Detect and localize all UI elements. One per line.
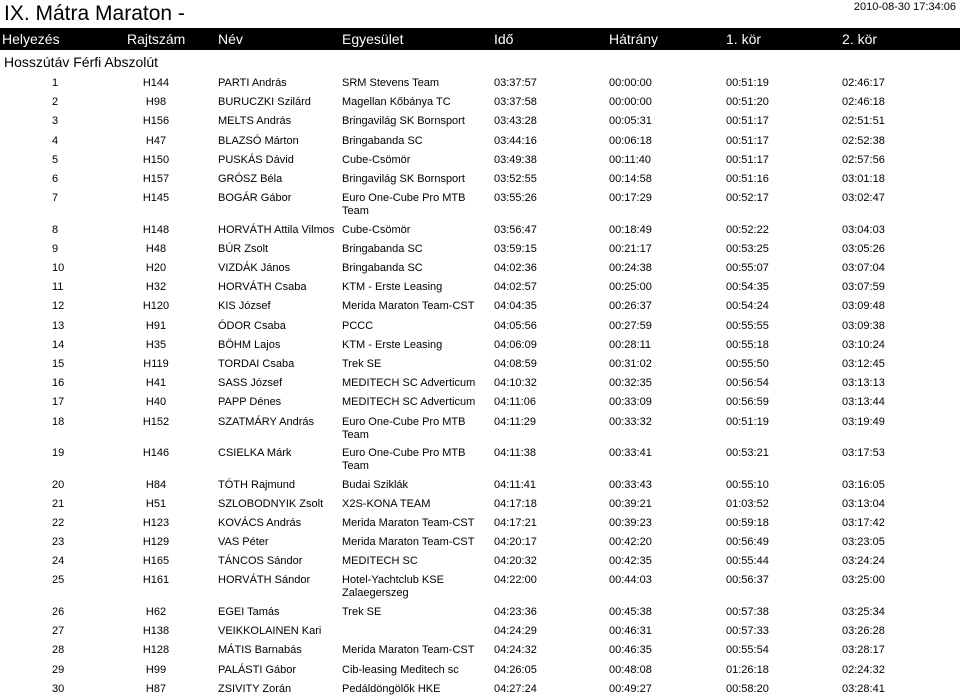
cell-gap: 00:26:37 [609, 300, 652, 313]
cell-gap: 00:32:35 [609, 377, 652, 390]
cell-gap: 00:06:18 [609, 134, 652, 147]
cell-lap-2: 02:46:18 [842, 96, 885, 109]
cell-lap-2: 02:51:51 [842, 115, 885, 128]
cell-gap: 00:33:41 [609, 447, 652, 459]
cell-lap-2: 03:25:34 [842, 605, 885, 618]
cell-name: BÚR Zsolt [218, 242, 269, 255]
table-row [0, 354, 960, 373]
table-row [0, 296, 960, 315]
cell-lap-2: 03:10:24 [842, 338, 885, 351]
table-row [0, 513, 960, 532]
cell-name: VIZDÁK János [218, 262, 291, 274]
cell-time: 04:04:35 [494, 300, 537, 313]
cell-time: 04:27:24 [494, 682, 537, 695]
cell-bib-number: H41 [145, 377, 167, 390]
cell-lap-1: 00:51:17 [726, 134, 769, 147]
cell-club: Cib-leasing Meditech sc [342, 663, 459, 676]
cell-name: TÓTH Rajmund [218, 478, 296, 491]
cell-gap: 00:14:58 [609, 172, 652, 185]
cell-lap-2: 03:13:44 [842, 396, 885, 409]
cell-time: 03:56:47 [494, 223, 537, 236]
cell-position: 1 [52, 77, 59, 89]
cell-time: 04:06:09 [494, 338, 537, 351]
cell-lap-1: 00:55:54 [726, 644, 769, 657]
cell-position: 24 [52, 555, 65, 568]
cell-club: MEDITECH SC [342, 555, 418, 568]
cell-name: PUSKÁS Dávid [218, 153, 294, 166]
cell-position: 3 [52, 115, 59, 128]
cell-position: 19 [52, 447, 65, 459]
cell-lap-2: 02:46:17 [842, 77, 885, 89]
cell-lap-1: 00:59:18 [726, 516, 769, 529]
header-lap-1: 1. kör [726, 31, 762, 47]
table-row [0, 335, 960, 354]
cell-gap: 00:45:38 [609, 605, 652, 618]
cell-position: 26 [52, 605, 65, 618]
cell-position: 17 [52, 396, 65, 409]
header-bib-number: Rajtszám [127, 31, 186, 47]
table-row [0, 373, 960, 392]
cell-name: EGEI Tamás [218, 605, 280, 618]
cell-name: BLAZSÓ Márton [218, 134, 299, 147]
cell-time: 04:10:32 [494, 377, 537, 390]
cell-time: 04:23:36 [494, 605, 537, 618]
cell-name: VAS Péter [218, 536, 269, 549]
cell-name: HORVÁTH Sándor [218, 574, 311, 587]
cell-lap-1: 00:56:37 [726, 574, 769, 587]
timestamp: 2010-08-30 17:34:06 [853, 1, 956, 13]
cell-lap-1: 00:57:33 [726, 625, 769, 638]
cell-gap: 00:39:23 [609, 516, 652, 529]
cell-time: 04:17:21 [494, 516, 537, 529]
cell-name: SZLOBODNYIK Zsolt [218, 497, 324, 510]
cell-lap-2: 02:57:56 [842, 153, 885, 166]
cell-lap-1: 00:51:16 [726, 172, 769, 185]
cell-club: Bringabanda SC [342, 262, 423, 274]
cell-position: 16 [52, 377, 65, 390]
cell-lap-1: 00:52:17 [726, 192, 769, 205]
cell-time: 03:37:58 [494, 96, 537, 109]
cell-bib-number: H98 [145, 96, 167, 109]
results-table [0, 73, 960, 698]
cell-gap: 00:11:40 [609, 153, 652, 166]
cell-lap-1: 00:55:18 [726, 338, 769, 351]
cell-bib-number: H161 [142, 574, 170, 587]
cell-lap-2: 03:19:49 [842, 415, 885, 428]
cell-time: 04:11:38 [494, 447, 537, 459]
cell-lap-2: 03:17:53 [842, 447, 885, 459]
cell-club: Euro One-Cube Pro MTB Team [342, 192, 466, 218]
cell-lap-2: 03:01:18 [842, 172, 885, 185]
table-row [0, 621, 960, 640]
cell-gap: 00:33:43 [609, 478, 652, 491]
cell-time: 03:43:28 [494, 115, 537, 128]
cell-gap: 00:31:02 [609, 357, 652, 370]
cell-position: 30 [52, 682, 65, 695]
cell-club: Trek SE [342, 357, 382, 370]
cell-club: Euro One-Cube Pro MTB Team [342, 415, 466, 441]
cell-name: KIS József [218, 300, 271, 313]
cell-lap-2: 03:07:04 [842, 262, 885, 274]
cell-lap-1: 00:56:49 [726, 536, 769, 549]
cell-name: ZSIVITY Zorán [218, 682, 292, 695]
cell-time: 04:02:36 [494, 262, 537, 274]
cell-lap-1: 01:03:52 [726, 497, 769, 510]
table-row [0, 551, 960, 570]
header-position: Helyezés [2, 31, 60, 47]
cell-club: Merida Maraton Team-CST [342, 644, 475, 657]
cell-bib-number: H165 [142, 555, 170, 568]
table-row [0, 443, 960, 475]
cell-lap-2: 03:04:03 [842, 223, 885, 236]
cell-gap: 00:39:21 [609, 497, 652, 510]
cell-gap: 00:17:29 [609, 192, 652, 205]
cell-lap-2: 02:52:38 [842, 134, 885, 147]
cell-time: 04:17:18 [494, 497, 537, 510]
table-row [0, 602, 960, 621]
cell-time: 03:37:57 [494, 77, 537, 89]
cell-club: MEDITECH SC Adverticum [342, 396, 476, 409]
cell-bib-number: H51 [145, 497, 167, 510]
cell-position: 20 [52, 478, 65, 491]
cell-lap-1: 00:55:07 [726, 262, 769, 274]
cell-bib-number: H87 [145, 682, 167, 695]
cell-time: 04:24:29 [494, 625, 537, 638]
cell-club: X2S-KONA TEAM [342, 497, 431, 510]
cell-lap-2: 03:26:28 [842, 625, 885, 638]
cell-bib-number: H150 [142, 153, 170, 166]
cell-lap-1: 00:52:22 [726, 223, 769, 236]
table-row [0, 239, 960, 258]
cell-gap: 00:00:00 [609, 77, 652, 89]
cell-club: Bringabanda SC [342, 134, 423, 147]
table-row [0, 412, 960, 444]
cell-position: 23 [52, 536, 65, 549]
cell-lap-2: 03:16:05 [842, 478, 885, 491]
cell-position: 25 [52, 574, 65, 587]
table-row [0, 150, 960, 169]
cell-time: 04:11:29 [494, 415, 537, 428]
table-row [0, 258, 960, 277]
cell-lap-1: 00:51:17 [726, 153, 769, 166]
category-title: Hosszútáv Férfi Abszolút [4, 54, 159, 70]
cell-lap-2: 03:12:45 [842, 357, 885, 370]
cell-club: Magellan Kőbánya TC [342, 96, 451, 109]
cell-gap: 00:49:27 [609, 682, 652, 695]
cell-position: 5 [52, 153, 59, 166]
cell-position: 11 [52, 281, 64, 294]
cell-bib-number: H120 [142, 300, 170, 313]
table-row [0, 316, 960, 335]
cell-lap-1: 00:55:50 [726, 357, 769, 370]
cell-bib-number: H32 [145, 281, 167, 294]
table-row [0, 92, 960, 111]
cell-lap-2: 03:02:47 [842, 192, 885, 205]
cell-lap-2: 03:09:38 [842, 319, 885, 332]
cell-gap: 00:27:59 [609, 319, 652, 332]
cell-name: PARTI András [218, 77, 287, 89]
cell-name: HORVÁTH Attila Vilmos [218, 223, 335, 236]
cell-name: KOVÁCS András [218, 516, 302, 529]
cell-position: 8 [52, 223, 59, 236]
cell-lap-1: 01:26:18 [726, 663, 769, 676]
cell-gap: 00:25:00 [609, 281, 652, 294]
header-time: Idő [494, 31, 514, 47]
cell-time: 04:24:32 [494, 644, 537, 657]
cell-lap-2: 03:05:26 [842, 242, 885, 255]
cell-gap: 00:44:03 [609, 574, 652, 587]
cell-bib-number: H20 [145, 262, 167, 274]
cell-club: KTM - Erste Leasing [342, 281, 443, 294]
cell-club: Merida Maraton Team-CST [342, 300, 475, 313]
cell-position: 29 [52, 663, 65, 676]
table-row [0, 169, 960, 188]
cell-club: MEDITECH SC Adverticum [342, 377, 476, 390]
cell-position: 13 [52, 319, 65, 332]
cell-bib-number: H138 [142, 625, 170, 638]
cell-bib-number: H157 [142, 172, 170, 185]
cell-club: PCCC [342, 319, 374, 332]
cell-lap-1: 00:57:38 [726, 605, 769, 618]
cell-bib-number: H152 [142, 415, 170, 428]
cell-name: BOGÁR Gábor [218, 192, 292, 205]
cell-gap: 00:42:35 [609, 555, 652, 568]
cell-lap-1: 00:55:10 [726, 478, 769, 491]
cell-club: Budai Sziklák [342, 478, 409, 491]
cell-gap: 00:33:09 [609, 396, 652, 409]
cell-club: Bringabanda SC [342, 242, 423, 255]
cell-time: 03:59:15 [494, 242, 537, 255]
cell-name: BURUCZKI Szilárd [218, 96, 311, 109]
cell-club: SRM Stevens Team [342, 77, 440, 89]
cell-lap-2: 03:25:00 [842, 574, 885, 587]
cell-gap: 00:33:32 [609, 415, 652, 428]
cell-name: MÁTIS Barnabás [218, 644, 302, 657]
cell-position: 6 [52, 172, 59, 185]
cell-lap-1: 00:56:54 [726, 377, 769, 390]
cell-name: HORVÁTH Csaba [218, 281, 307, 294]
cell-club: Hotel-Yachtclub KSE Zalaegerszeg [342, 574, 444, 600]
cell-lap-1: 00:56:59 [726, 396, 769, 409]
cell-bib-number: H148 [142, 223, 170, 236]
cell-bib-number: H35 [145, 338, 167, 351]
cell-lap-2: 02:24:32 [842, 663, 885, 676]
table-row [0, 277, 960, 296]
table-row [0, 494, 960, 513]
cell-lap-2: 03:13:04 [842, 497, 885, 510]
cell-bib-number: H156 [142, 115, 170, 128]
cell-name: VEIKKOLAINEN Kari [218, 625, 322, 638]
table-row [0, 660, 960, 679]
cell-name: MELTS András [218, 115, 292, 128]
table-row [0, 392, 960, 411]
cell-bib-number: H47 [145, 134, 167, 147]
cell-position: 14 [52, 338, 65, 351]
cell-time: 04:26:05 [494, 663, 537, 676]
table-row [0, 679, 960, 698]
cell-name: SZATMÁRY András [218, 415, 314, 428]
cell-gap: 00:48:08 [609, 663, 652, 676]
cell-time: 04:20:32 [494, 555, 537, 568]
cell-lap-1: 00:51:19 [726, 77, 769, 89]
cell-gap: 00:46:35 [609, 644, 652, 657]
cell-time: 04:02:57 [494, 281, 537, 294]
cell-time: 04:05:56 [494, 319, 537, 332]
cell-name: SASS József [218, 377, 283, 390]
cell-lap-2: 03:24:24 [842, 555, 885, 568]
cell-name: CSIELKA Márk [218, 447, 292, 459]
cell-time: 03:44:16 [494, 134, 537, 147]
cell-time: 04:20:17 [494, 536, 537, 549]
cell-name: GRÓSZ Béla [218, 172, 283, 185]
cell-bib-number: H145 [142, 192, 170, 205]
cell-lap-2: 03:28:41 [842, 682, 885, 695]
cell-position: 21 [52, 497, 65, 510]
cell-club: Bringavilág SK Bornsport [342, 115, 465, 128]
header-lap-2: 2. kör [842, 31, 878, 47]
cell-position: 9 [52, 242, 59, 255]
cell-lap-1: 00:53:21 [726, 447, 769, 459]
cell-lap-1: 00:51:19 [726, 415, 769, 428]
cell-club: Bringavilág SK Bornsport [342, 172, 465, 185]
cell-position: 22 [52, 516, 65, 529]
cell-position: 10 [52, 262, 65, 274]
cell-club: Cube-Csömör [342, 153, 411, 166]
cell-lap-2: 03:13:13 [842, 377, 885, 390]
cell-bib-number: H62 [145, 605, 167, 618]
table-row [0, 73, 960, 92]
cell-bib-number: H48 [145, 242, 167, 255]
cell-bib-number: H84 [145, 478, 167, 491]
cell-gap: 00:42:20 [609, 536, 652, 549]
cell-lap-1: 00:54:35 [726, 281, 769, 294]
table-row [0, 111, 960, 130]
cell-bib-number: H99 [145, 663, 167, 676]
cell-bib-number: H144 [142, 77, 170, 89]
header-gap: Hátrány [609, 31, 659, 47]
header-name: Név [218, 31, 243, 47]
cell-name: BÖHM Lajos [218, 338, 281, 351]
cell-name: TÁNCOS Sándor [218, 555, 303, 568]
cell-position: 4 [52, 134, 59, 147]
cell-bib-number: H119 [143, 357, 169, 370]
cell-bib-number: H129 [142, 536, 170, 549]
cell-lap-2: 03:09:48 [842, 300, 885, 313]
cell-lap-2: 03:23:05 [842, 536, 885, 549]
table-row [0, 220, 960, 239]
cell-bib-number: H91 [145, 319, 167, 332]
cell-time: 03:49:38 [494, 153, 537, 166]
cell-gap: 00:46:31 [609, 625, 652, 638]
cell-position: 2 [52, 96, 59, 109]
cell-bib-number: H40 [145, 396, 167, 409]
cell-name: PAPP Dénes [218, 396, 282, 409]
cell-time: 04:11:06 [494, 396, 537, 409]
cell-lap-1: 00:51:17 [726, 115, 769, 128]
cell-bib-number: H128 [142, 644, 170, 657]
cell-position: 27 [52, 625, 65, 638]
cell-lap-1: 00:51:20 [726, 96, 769, 109]
table-row [0, 640, 960, 659]
cell-club: KTM - Erste Leasing [342, 338, 443, 351]
table-row [0, 570, 960, 602]
cell-position: 18 [52, 415, 65, 428]
cell-gap: 00:00:00 [609, 96, 652, 109]
table-row [0, 131, 960, 150]
cell-gap: 00:21:17 [609, 242, 652, 255]
cell-lap-1: 00:58:20 [726, 682, 769, 695]
cell-lap-2: 03:28:17 [842, 644, 885, 657]
cell-position: 7 [52, 192, 59, 205]
cell-position: 28 [52, 644, 65, 657]
cell-lap-1: 00:55:44 [726, 555, 769, 568]
column-header-bar [0, 28, 960, 50]
cell-gap: 00:05:31 [609, 115, 652, 128]
cell-time: 04:08:59 [494, 357, 537, 370]
cell-bib-number: H123 [142, 516, 170, 529]
cell-name: TORDAI Csaba [218, 357, 295, 370]
cell-position: 12 [52, 300, 65, 313]
cell-position: 15 [52, 357, 65, 370]
table-row [0, 188, 960, 220]
cell-club: Merida Maraton Team-CST [342, 536, 475, 549]
cell-bib-number: H146 [142, 447, 170, 459]
page-title: IX. Mátra Maraton - [4, 2, 185, 25]
table-row [0, 532, 960, 551]
cell-name: ÓDOR Csaba [218, 319, 286, 332]
cell-time: 03:52:55 [494, 172, 537, 185]
cell-time: 03:55:26 [494, 192, 537, 205]
table-row [0, 475, 960, 494]
cell-gap: 00:18:49 [609, 223, 652, 236]
header-club: Egyesület [342, 31, 404, 47]
cell-club: Merida Maraton Team-CST [342, 516, 475, 529]
cell-time: 04:11:41 [494, 478, 537, 491]
cell-lap-2: 03:17:42 [842, 516, 885, 529]
cell-lap-2: 03:07:59 [842, 281, 885, 294]
cell-club: Pedáldöngölők HKE [342, 682, 441, 695]
cell-gap: 00:24:38 [609, 262, 652, 274]
cell-lap-1: 00:53:25 [726, 242, 769, 255]
cell-club: Cube-Csömör [342, 223, 411, 236]
cell-name: PALÁSTI Gábor [218, 663, 297, 676]
cell-lap-1: 00:54:24 [726, 300, 769, 313]
cell-time: 04:22:00 [494, 574, 537, 587]
cell-gap: 00:28:11 [609, 338, 652, 351]
cell-club: Euro One-Cube Pro MTB Team [342, 447, 466, 472]
cell-club: Trek SE [342, 605, 382, 618]
cell-lap-1: 00:55:55 [726, 319, 769, 332]
